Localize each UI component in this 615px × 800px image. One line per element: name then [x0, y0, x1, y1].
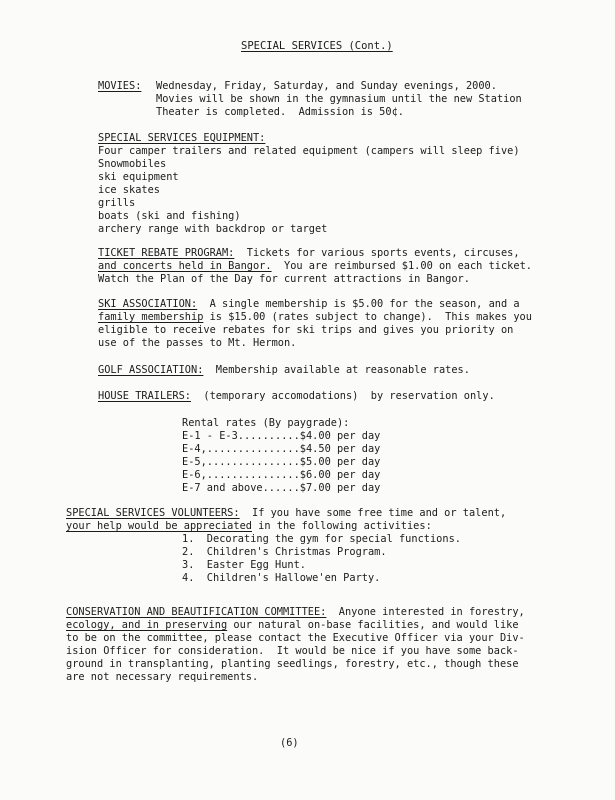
- trailers-heading: HOUSE TRAILERS:: [98, 390, 191, 402]
- conservation-underlined: ecology, and in preserving: [66, 619, 228, 631]
- equipment-item: archery range with backdrop or target: [98, 223, 328, 235]
- ticket-line-2: [98, 260, 532, 272]
- rate-row: E-6,...............$6.00 per day: [182, 469, 381, 481]
- conservation-line-4: ision Officer for consideration. It would be nice if you have some back-: [66, 645, 519, 657]
- ski-heading: SKI ASSOCIATION:: [98, 298, 198, 310]
- golf-line: [98, 364, 470, 376]
- page-title: SPECIAL SERVICES (Cont.): [241, 40, 393, 52]
- movies-heading: MOVIES:: [98, 80, 142, 92]
- ski-line-2: [98, 311, 532, 323]
- conservation-line-2: [66, 619, 519, 631]
- volunteers-line-1: [66, 507, 506, 519]
- trailers-text: (temporary accomodations) by reservation only.: [191, 390, 495, 402]
- equipment-heading: SPECIAL SERVICES EQUIPMENT:: [98, 132, 266, 144]
- equipment-item: grills: [98, 197, 136, 209]
- conservation-line-6: are not necessary requirements.: [66, 671, 259, 683]
- movies-line-3: Theater is completed. Admission is 50¢.: [156, 106, 404, 118]
- volunteers-line-2: [66, 520, 432, 532]
- equipment-item: ski equipment: [98, 171, 179, 183]
- conservation-line-5: ground in transplanting, planting seedlings, forestry, etc., though these: [66, 658, 519, 670]
- movies-line-2: Movies will be shown in the gymnasium until the new Station: [156, 93, 522, 105]
- activity-item: 2. Children's Christmas Program.: [182, 546, 387, 558]
- conservation-heading: CONSERVATION AND BEAUTIFICATION COMMITTEE:: [66, 606, 327, 618]
- trailers-line: [98, 390, 495, 402]
- ski-text: A single membership is $5.00 for the season, and a: [197, 298, 520, 310]
- volunteers-text: in the following activities:: [251, 520, 432, 532]
- golf-text: Membership available at reasonable rates.: [203, 364, 470, 376]
- rate-row: E-1 - E-3..........$4.00 per day: [182, 430, 381, 442]
- activity-item: 1. Decorating the gym for special functions.: [182, 533, 461, 545]
- equipment-item: Four camper trailers and related equipment (campers will sleep five): [98, 145, 520, 157]
- activity-item: 4. Children's Hallowe'en Party.: [182, 572, 381, 584]
- ticket-text: Tickets for various sports events, circuses,: [234, 247, 520, 259]
- ski-underlined: family membership: [98, 311, 204, 323]
- conservation-text: our natural on-base facilities, and would like: [227, 619, 519, 631]
- conservation-text: Anyone interested in forestry,: [326, 606, 525, 618]
- page-number: (6): [280, 737, 299, 749]
- ski-line-3: eligible to receive rebates for ski trips and gives you priority on: [98, 324, 514, 336]
- volunteers-heading: SPECIAL SERVICES VOLUNTEERS:: [66, 507, 240, 519]
- equipment-item: boats (ski and fishing): [98, 210, 241, 222]
- ticket-heading: TICKET REBATE PROGRAM:: [98, 247, 235, 259]
- ticket-line-1: [98, 247, 520, 259]
- golf-heading: GOLF ASSOCIATION:: [98, 364, 204, 376]
- rate-row: E-4,...............$4.50 per day: [182, 443, 381, 455]
- equipment-item: Snowmobiles: [98, 158, 167, 170]
- volunteers-text: If you have some free time and or talent,: [239, 507, 507, 519]
- movies-line-1: Wednesday, Friday, Saturday, and Sunday evenings, 2000.: [156, 80, 497, 92]
- ticket-text: You are reimbursed $1.00 on each ticket.: [271, 260, 532, 272]
- volunteers-underlined: your help would be appreciated: [66, 520, 252, 532]
- ski-text: is $15.00 (rates subject to change). This makes you: [203, 311, 532, 323]
- rate-row: E-7 and above......$7.00 per day: [182, 482, 381, 494]
- conservation-line-3: to be on the committee, please contact the Executive Officer via your Div-: [66, 632, 525, 644]
- equipment-item: ice skates: [98, 184, 160, 196]
- ski-line-1: [98, 298, 520, 310]
- ticket-underlined: and concerts held in Bangor.: [98, 260, 272, 272]
- conservation-line-1: [66, 606, 525, 618]
- rate-row: E-5,...............$5.00 per day: [182, 456, 381, 468]
- rates-title: Rental rates (By paygrade):: [182, 417, 350, 429]
- ticket-line-3: Watch the Plan of the Day for current attractions in Bangor.: [98, 273, 470, 285]
- activity-item: 3. Easter Egg Hunt.: [182, 559, 306, 571]
- ski-line-4: use of the passes to Mt. Hermon.: [98, 337, 297, 349]
